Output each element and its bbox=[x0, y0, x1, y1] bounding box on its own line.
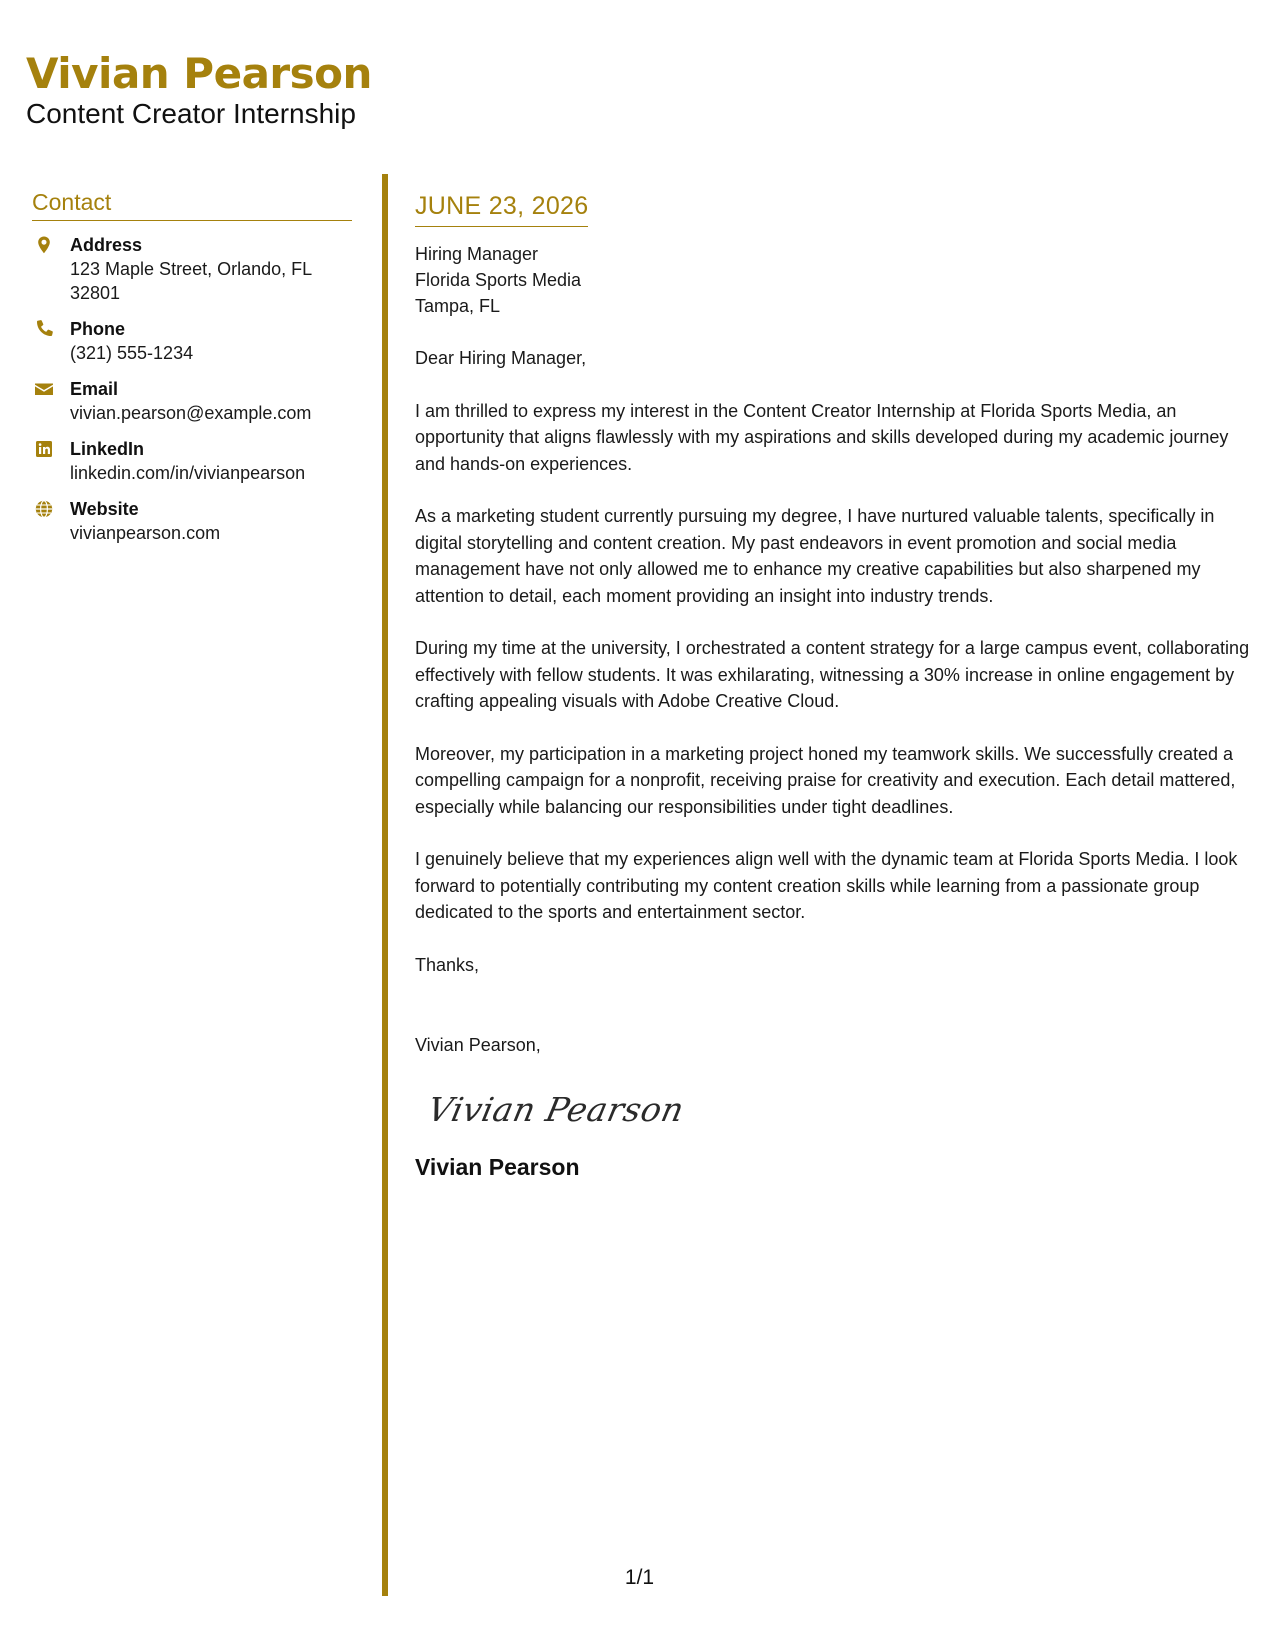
letter-body bbox=[415, 190, 1255, 1181]
phone-icon bbox=[34, 319, 54, 339]
signature-text: Vivian Pearson bbox=[424, 1089, 683, 1129]
contact-phone bbox=[32, 317, 352, 365]
contact-label: Email bbox=[70, 379, 119, 399]
linkedin-icon bbox=[34, 439, 54, 459]
contact-value: (321) 555-1234 bbox=[70, 343, 194, 363]
contact-label: Website bbox=[70, 499, 139, 519]
applicant-name: Vivian Pearson bbox=[26, 49, 372, 98]
recipient-line: Florida Sports Media bbox=[415, 270, 582, 290]
contact-value: linkedin.com/in/vivianpearson bbox=[70, 463, 306, 483]
letter-paragraph: As a marketing student currently pursuing my degree, I have nurtured valuable talents, specifically in digital storytelling and content creation. My past endeavors in event promotion and social media management have not only allowed me to enhance my creative capabilities but also sharpened my attention to detail, each moment providing an insight into industry trends. bbox=[415, 506, 1215, 606]
recipient-line: Tampa, FL bbox=[415, 296, 501, 316]
contact-label: LinkedIn bbox=[70, 439, 145, 459]
contact-address bbox=[32, 233, 352, 305]
contact-value: 123 Maple Street, Orlando, FL 32801 bbox=[70, 259, 312, 303]
contact-email bbox=[32, 377, 352, 425]
contact-website bbox=[32, 497, 352, 545]
contact-label: Address bbox=[70, 235, 143, 255]
map-pin-icon bbox=[34, 235, 54, 255]
recipient-line: Hiring Manager bbox=[415, 244, 539, 264]
letter-date: JUNE 23, 2026 bbox=[415, 190, 588, 227]
job-title: Content Creator Internship bbox=[26, 98, 356, 129]
page-number bbox=[0, 1566, 1275, 1590]
letter-paragraph: I am thrilled to express my interest in the Content Creator Internship at Florida Sports Media, an opportunity that aligns flawlessly with my aspirations and skills developed during my academic journey and hands-on experiences. bbox=[415, 400, 1229, 474]
signature-image bbox=[423, 1079, 683, 1139]
header bbox=[26, 48, 372, 130]
salutation: Dear Hiring Manager, bbox=[415, 348, 587, 368]
contact-sidebar bbox=[32, 188, 352, 545]
recipient-block bbox=[415, 241, 1255, 319]
page-number-text: 1/1 bbox=[624, 1566, 655, 1589]
closing: Thanks, bbox=[415, 954, 480, 975]
contact-value: vivian.pearson@example.com bbox=[70, 403, 312, 423]
globe-icon bbox=[34, 499, 54, 519]
vertical-divider bbox=[382, 174, 388, 1596]
envelope-icon bbox=[34, 379, 54, 399]
contact-value: vivianpearson.com bbox=[70, 523, 221, 543]
letter-paragraph: Moreover, my participation in a marketing project honed my teamwork skills. We successfully created a compelling campaign for a nonprofit, receiving praise for creativity and execution. Each detail mattered, especially while balancing our responsibilities under tight deadlines. bbox=[415, 743, 1236, 817]
letter-paragraph: I genuinely believe that my experiences align well with the dynamic team at Florida Sports Media. I look forward to potentially contributing my content creation skills while learning from a passionate group dedicated to the sports and entertainment sector. bbox=[415, 849, 1238, 922]
printed-name: Vivian Pearson bbox=[415, 1154, 580, 1180]
letter-paragraph: During my time at the university, I orchestrated a content strategy for a large campus event, collaborating effectively with fellow students. It was exhilarating, witnessing a 30% increase in online engagement by crafting appealing visuals with Adobe Creative Cloud. bbox=[415, 638, 1250, 711]
contact-section-title: Contact bbox=[32, 188, 352, 221]
contact-label: Phone bbox=[70, 319, 126, 339]
signoff: Vivian Pearson, bbox=[415, 1035, 541, 1055]
contact-linkedin bbox=[32, 437, 352, 485]
